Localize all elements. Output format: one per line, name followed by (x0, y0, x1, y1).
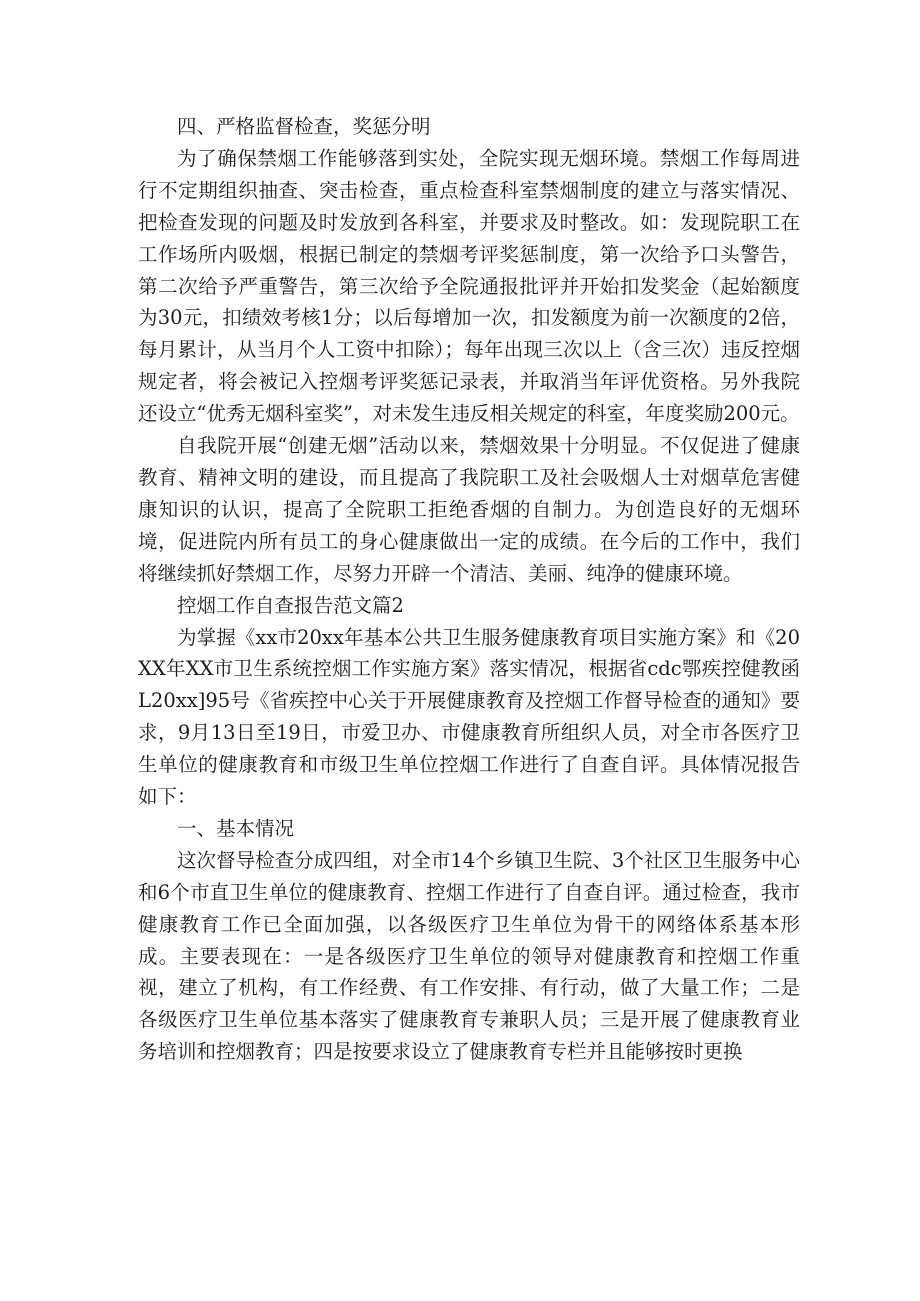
paragraph-smoking-ban-inspection: 为了确保禁烟工作能够落到实处，全院实现无烟环境。禁烟工作每周进行不定期组织抽查、突击检查，重点检查科室禁烟制度的建立与落实情况、把检查发现的问题及时发放到各科室，并要求及时整改。如：发现院职工在工作场所内吸烟，根据已制定的禁烟考评奖惩制度，第一次给予口头警告，第二次给予严重警告，第三次给予全院通报批评并开始扣发奖金（起始额度为30元，扣绩效考核1分；以后每增加一次，扣发额度为前一次额度的2倍，每月累计，从当月个人工资中扣除）；每年出现三次以上（含三次）违反控烟规定者，将会被记入控烟考评奖惩记录表，并取消当年评优资格。另外我院还设立“优秀无烟科室奖”，对未发生违反相关规定的科室，年度奖励200元。 (138, 146, 800, 426)
article-title-part-2: 控烟工作自查报告范文篇2 (177, 593, 404, 617)
section-heading-supervision: 四、严格监督检查，奖惩分明 (177, 115, 431, 138)
paragraph-inspection-overview: 这次督导检查分成四组，对全市14个乡镇卫生院、3个社区卫生服务中心和6个市直卫生单位的健康教育、控烟工作进行了自查自评。通过检查，我市健康教育工作已全面加强，以各级医疗卫生单位为骨干的网络体系基本形成。主要表现在：一是各级医疗卫生单位的领导对健康教育和控烟工作重视，建立了机构，有工作经费、有工作安排、有行动，做了大量工作；二是各级医疗卫生单位基本落实了健康教育专兼职人员；三是开展了健康教育业务培训和控烟教育；四是按要求设立了健康教育专栏并且能够按时更换 (138, 848, 800, 1064)
document-body (138, 111, 800, 1068)
paragraph-report-background: 为掌握《xx市20xx年基本公共卫生服务健康教育项目实施方案》和《20XX年XX市卫生系统控烟工作实施方案》落实情况，根据省cdc鄂疾控健教函L20xx]95号《省疾控中心关于开展健康教育及控烟工作督导检查的通知》要求，9月13日至19日，市爱卫办、市健康教育所组织人员，对全市各医疗卫生单位的健康教育和市级卫生单位控烟工作进行了自查自评。具体情况报告如下： (138, 625, 800, 809)
section-heading-basic-situation: 一、基本情况 (177, 816, 295, 840)
paragraph-smoke-free-results: 自我院开展“创建无烟”活动以来，禁烟效果十分明显。不仅促进了健康教育、精神文明的建设，而且提高了我院职工及社会吸烟人士对烟草危害健康知识的认识，提高了全院职工拒绝香烟的自制力。为创造良好的无烟环境，促进院内所有员工的身心健康做出一定的成绩。在今后的工作中，我们将继续抓好禁烟工作，尽努力开辟一个清洁、美丽、纯净的健康环境。 (138, 434, 800, 585)
